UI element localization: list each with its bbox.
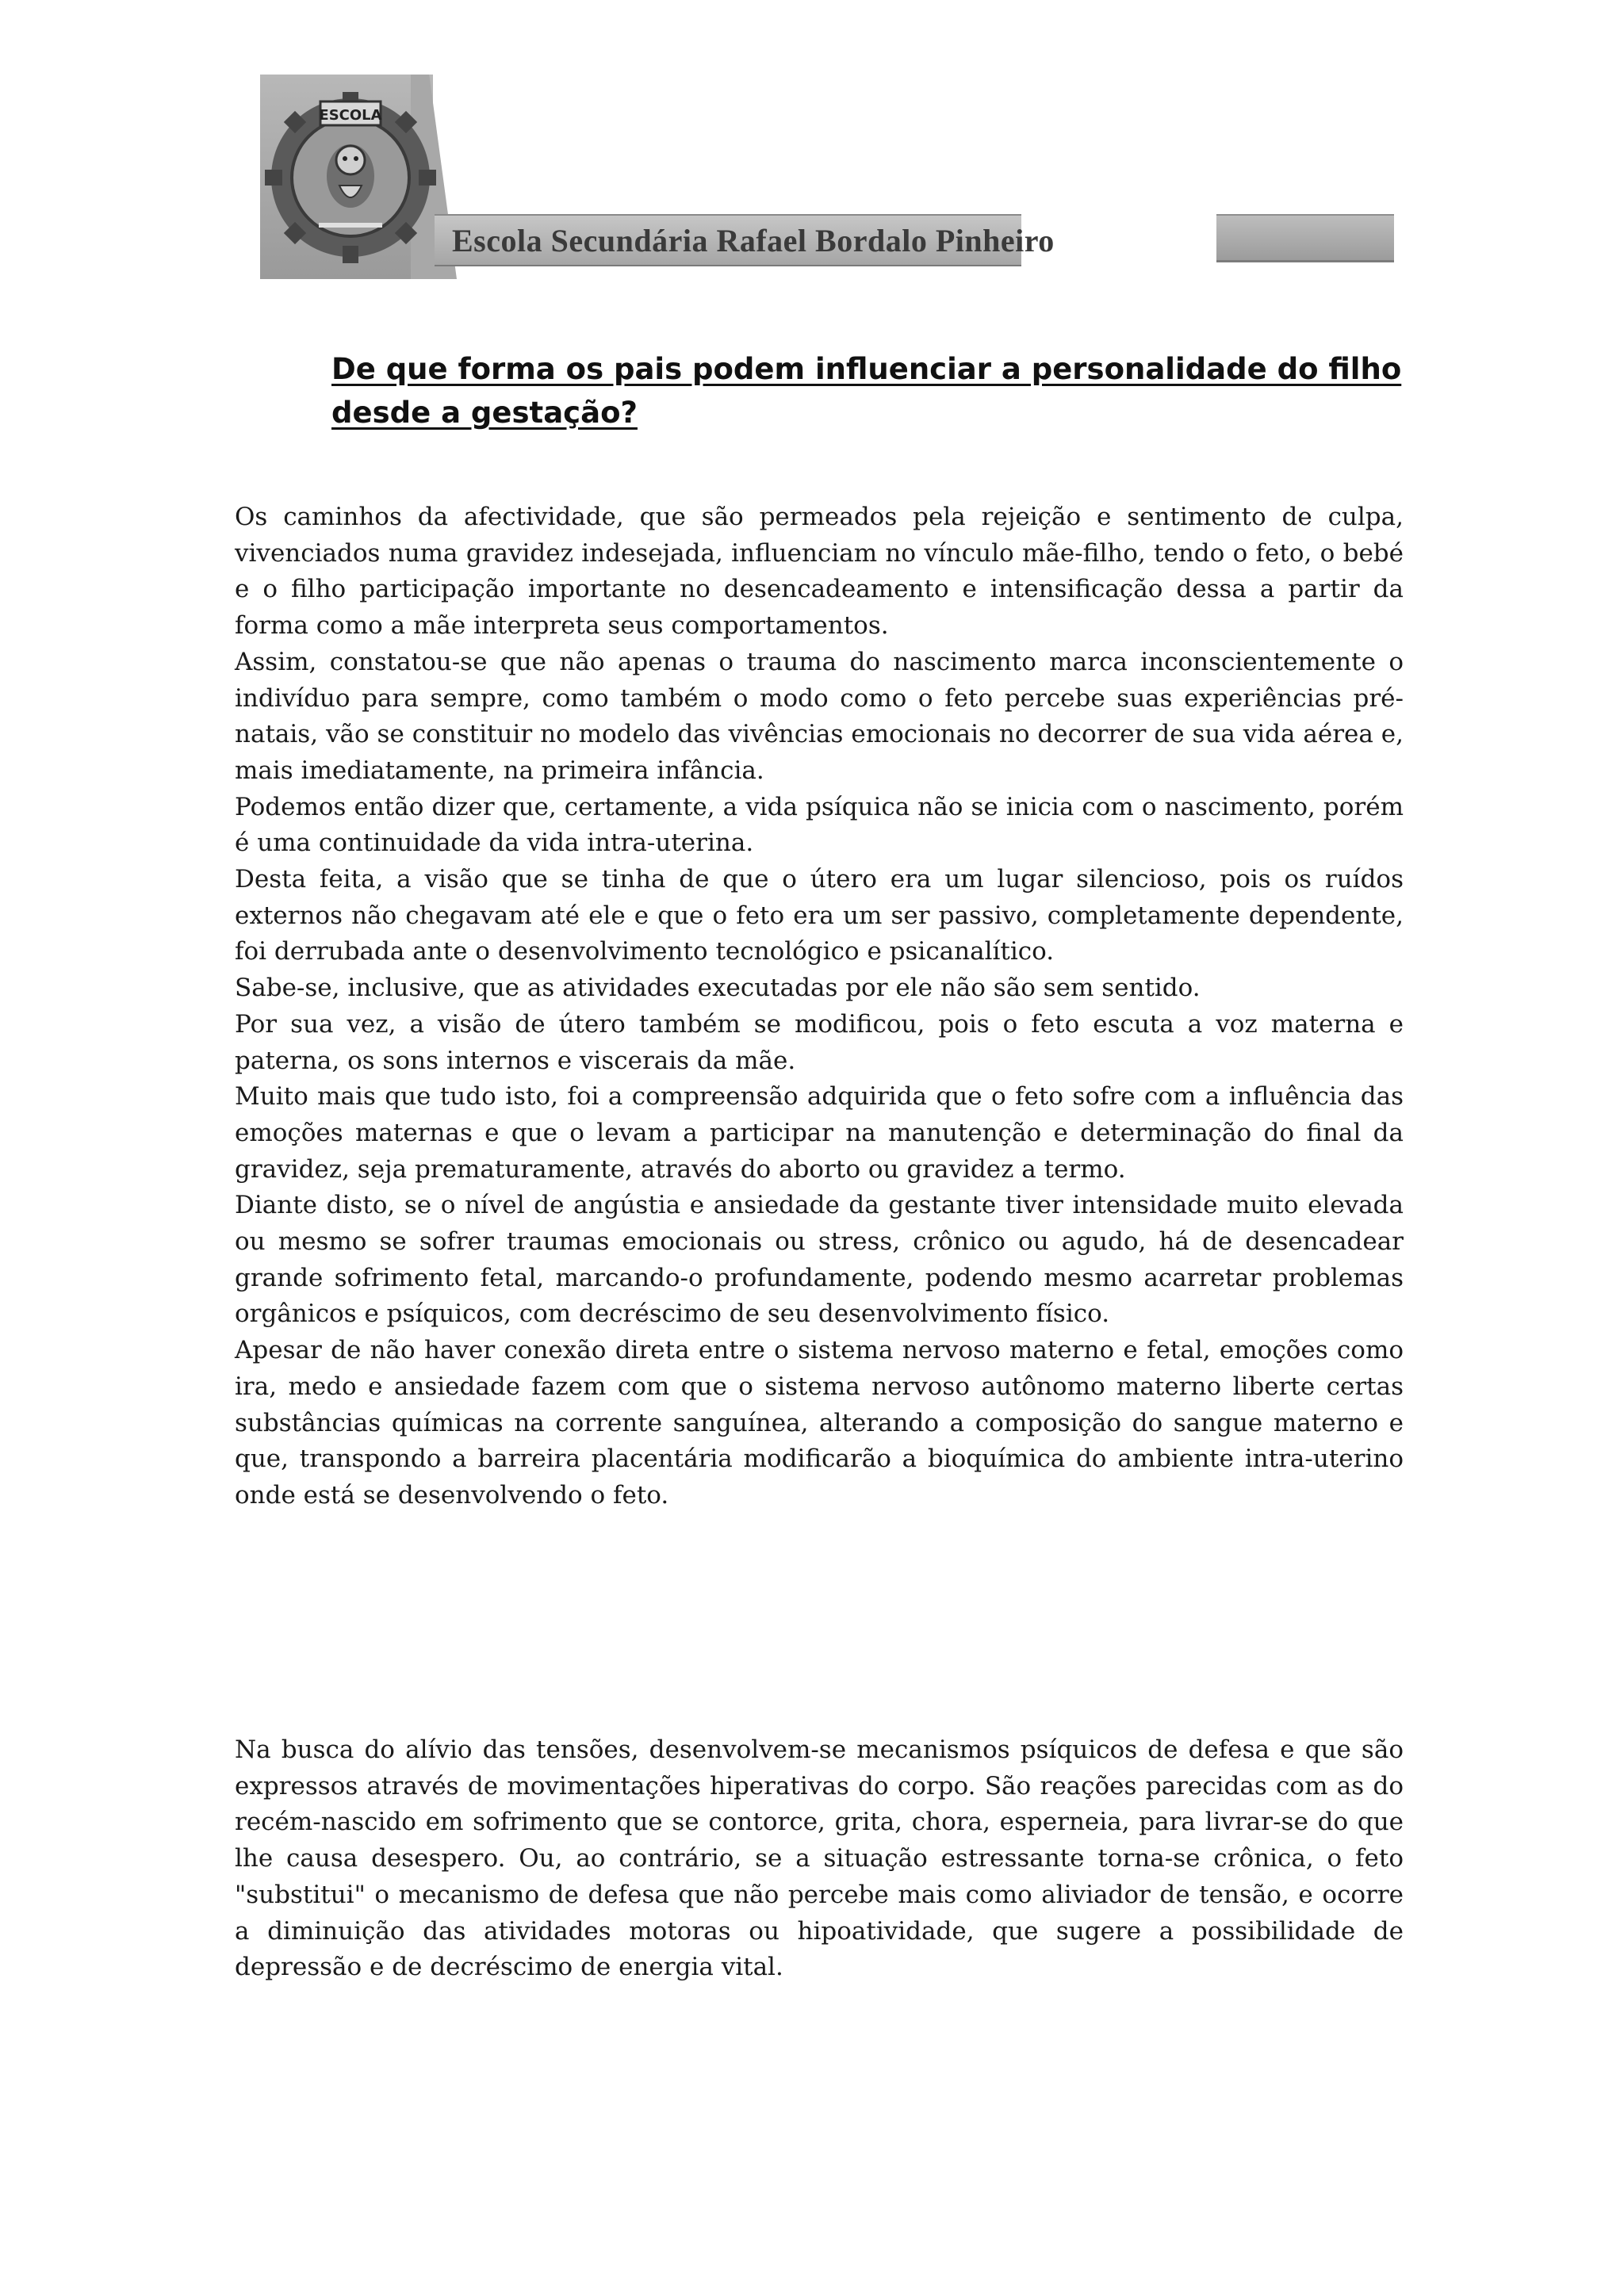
paragraph: Podemos então dizer que, certamente, a vida psíquica não se inicia com o nascimento, porém é uma continuidade da vida intra-uterina.: [235, 792, 1404, 858]
school-header: [252, 75, 1394, 282]
document-title: [331, 347, 1410, 434]
paragraph: Diante disto, se o nível de angústia e ansiedade da gestante tiver intensidade muito elevada ou mesmo se sofrer traumas emocionais ou stress, crônico ou agudo, há de desencadear grande sofrimento fetal, marcando-o profundamente, podendo mesmo acarretar problemas orgânicos e psíquicos, com decréscimo de seu desenvolvimento físico.: [235, 1191, 1404, 1329]
closing-paragraph: Na busca do alívio das tensões, desenvolvem-se mecanismos psíquicos de defesa e que são expressos através de movimentações hiperativas do corpo. São reações parecidas com as do recém-nascido em sofrimento que se contorce, grita, chora, esperneia, para livrar-se do que lhe causa desespero. Ou, ao contrário, se a situação estressante torna-se crônica, o feto "substitui" o mecanismo de defesa que não percebe mais como aliviador de tensão, e ocorre a diminuição das atividades motoras ou hipoatividade, que sugere a possibilidade de depressão e de decréscimo de energia vital.: [235, 1735, 1404, 1982]
school-name: Escola Secundária Rafael Bordalo Pinheiro: [452, 223, 1055, 258]
school-name-bar: [435, 214, 1055, 266]
paragraph: Assim, constatou-se que não apenas o trauma do nascimento marca inconscientemente o indivíduo para sempre, como também o modo como o feto percebe suas experiências pré-natais, vão se constituir no modelo das vivências emocionais no decorrer de sua vida aérea e, mais imediatamente, na primeira infância.: [235, 647, 1404, 785]
paragraph: Os caminhos da afectividade, que são permeados pela rejeição e sentimento de culpa, vivenciados numa gravidez indesejada, influenciam no vínculo mãe-filho, tendo o feto, o bebé e o filho participação importante no desencadeamento e intensificação dessa a partir da forma como a mãe interpreta seus comportamentos.: [235, 503, 1404, 641]
paragraph: Muito mais que tudo isto, foi a compreensão adquirida que o feto sofre com a influência das emoções maternas e que o levam a participar na manutenção e determinação do final da gravidez, seja prematuramente, através do aborto ou gravidez a termo.: [235, 1082, 1404, 1184]
paragraph: Por sua vez, a visão de útero também se modificou, pois o feto escuta a voz materna e paterna, os sons internos e viscerais da mãe.: [235, 1009, 1404, 1075]
school-crest-icon: [263, 90, 438, 265]
crest-label: ESCOLA: [319, 107, 382, 124]
paragraph: Apesar de não haver conexão direta entre o sistema nervoso materno e fetal, emoções como ira, medo e ansiedade fazem com que o sistema nervoso autônomo materno liberte certas substâncias químicas na corrente sanguínea, alterando a composição do sangue materno e que, transpondo a barreira placentária modificarão a bioquímica do ambiente intra-uterino onde está se desenvolvendo o feto.: [235, 1336, 1404, 1510]
paragraph: Sabe-se, inclusive, que as atividades executadas por ele não são sem sentido.: [235, 974, 1201, 1003]
closing-text: [235, 1732, 1404, 1986]
header-right-bar: [1216, 214, 1394, 262]
body-text: [235, 499, 1404, 1514]
paragraph: Desta feita, a visão que se tinha de que o útero era um lugar silencioso, pois os ruídos externos não chegavam até ele e que o feto era um ser passivo, completamente dependente, foi derrubada ante o desenvolvimento tecnológico e psicanalítico.: [235, 865, 1404, 966]
title-line-2: desde a gestação?: [331, 396, 638, 430]
title-line-1: De que forma os pais podem influenciar a personalidade do filho: [331, 352, 1402, 386]
